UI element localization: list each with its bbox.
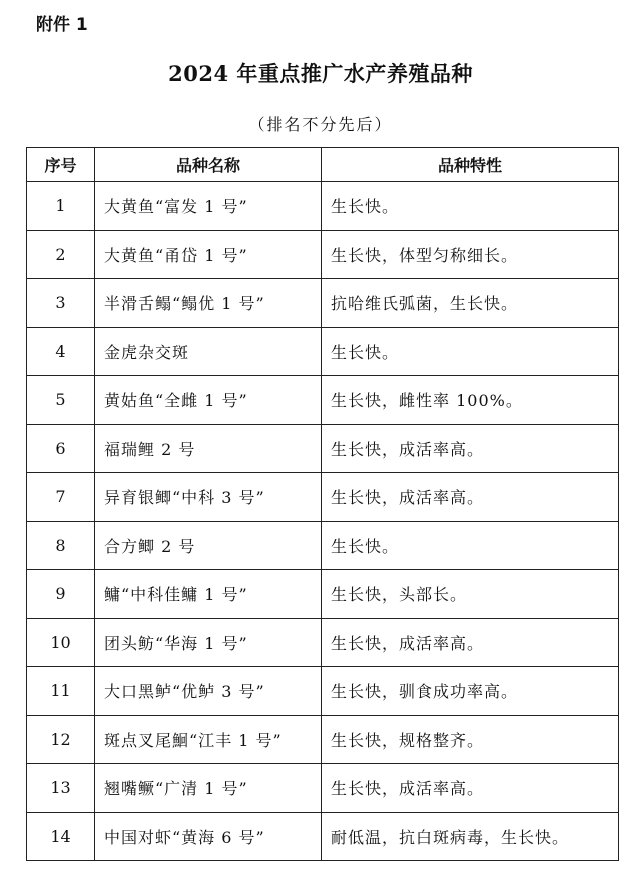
table-row <box>27 570 619 619</box>
breed-trait: 生长快，成活率高。 <box>322 424 619 473</box>
row-number: 2 <box>27 230 95 279</box>
row-number: 7 <box>27 473 95 522</box>
breed-name: 团头鲂“华海 1 号” <box>95 618 322 667</box>
breed-name: 翘嘴鳜“广清 1 号” <box>95 764 322 813</box>
breed-trait: 生长快，驯食成功率高。 <box>322 667 619 716</box>
document-title: 2024 年重点推广水产养殖品种 <box>168 61 473 86</box>
table-row <box>27 327 619 376</box>
row-number: 3 <box>27 279 95 328</box>
breed-trait: 耐低温，抗白斑病毒，生长快。 <box>322 812 619 861</box>
table-row <box>27 812 619 861</box>
row-number: 10 <box>27 618 95 667</box>
table-row <box>27 618 619 667</box>
breed-trait: 生长快，头部长。 <box>322 570 619 619</box>
breed-name: 鳙“中科佳鳙 1 号” <box>95 570 322 619</box>
breed-name: 合方鲫 2 号 <box>95 521 322 570</box>
row-number: 14 <box>27 812 95 861</box>
breed-trait: 生长快，成活率高。 <box>322 473 619 522</box>
breed-name: 大口黑鲈“优鲈 3 号” <box>95 667 322 716</box>
attachment-label: 附件 1 <box>36 15 88 35</box>
breed-trait: 生长快，成活率高。 <box>322 618 619 667</box>
breed-trait: 生长快。 <box>322 327 619 376</box>
table-row <box>27 182 619 231</box>
column-header-breed-traits: 品种特性 <box>322 148 619 182</box>
breed-name: 大黄鱼“富发 1 号” <box>95 182 322 231</box>
row-number: 11 <box>27 667 95 716</box>
breeds-table <box>26 147 619 861</box>
table-row <box>27 279 619 328</box>
breed-name: 福瑞鲤 2 号 <box>95 424 322 473</box>
breed-name: 斑点叉尾鮰“江丰 1 号” <box>95 715 322 764</box>
row-number: 9 <box>27 570 95 619</box>
breed-trait: 生长快。 <box>322 182 619 231</box>
table-row <box>27 473 619 522</box>
table-row <box>27 376 619 425</box>
breed-name: 半滑舌鳎“鳎优 1 号” <box>95 279 322 328</box>
breed-name: 大黄鱼“甬岱 1 号” <box>95 230 322 279</box>
document-subtitle: （排名不分先后） <box>248 115 393 134</box>
table-row <box>27 230 619 279</box>
column-header-breed-name: 品种名称 <box>95 148 322 182</box>
row-number: 5 <box>27 376 95 425</box>
breed-trait: 抗哈维氏弧菌，生长快。 <box>322 279 619 328</box>
breed-trait: 生长快，成活率高。 <box>322 764 619 813</box>
breed-trait: 生长快，规格整齐。 <box>322 715 619 764</box>
row-number: 13 <box>27 764 95 813</box>
table-row <box>27 715 619 764</box>
row-number: 6 <box>27 424 95 473</box>
row-number: 12 <box>27 715 95 764</box>
breed-name: 异育银鲫“中科 3 号” <box>95 473 322 522</box>
row-number: 1 <box>27 182 95 231</box>
breed-trait: 生长快，体型匀称细长。 <box>322 230 619 279</box>
breed-trait: 生长快，雌性率 100%。 <box>322 376 619 425</box>
row-number: 8 <box>27 521 95 570</box>
breed-name: 金虎杂交斑 <box>95 327 322 376</box>
breed-name: 中国对虾“黄海 6 号” <box>95 812 322 861</box>
breed-name: 黄姑鱼“全雌 1 号” <box>95 376 322 425</box>
table-row <box>27 521 619 570</box>
table-row <box>27 424 619 473</box>
table-header-row <box>27 148 619 182</box>
breed-trait: 生长快。 <box>322 521 619 570</box>
column-header-number: 序号 <box>27 148 95 182</box>
row-number: 4 <box>27 327 95 376</box>
table-row <box>27 667 619 716</box>
table-row <box>27 764 619 813</box>
